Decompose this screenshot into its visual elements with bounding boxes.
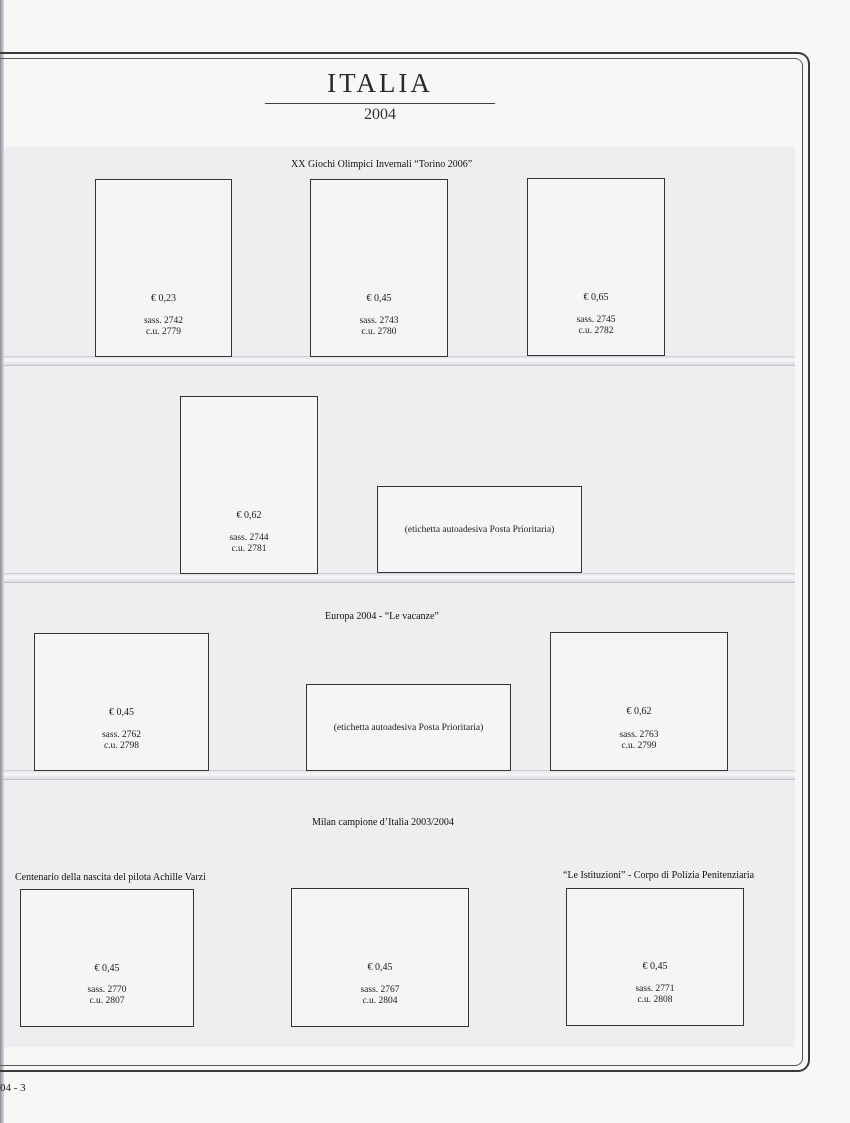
stamp-slot [95, 179, 232, 357]
row-caption-olympics: XX Giochi Olimpici Invernali “Torino 2006” [291, 159, 473, 170]
stamp-slot [291, 888, 469, 1027]
label-slot: (etichetta autoadesiva Posta Prioritaria) [377, 486, 582, 573]
stamp-sass: sass. 2771 [635, 984, 675, 994]
page-title: ITALIA [327, 68, 433, 98]
label-slot: (etichetta autoadesiva Posta Prioritaria) [306, 684, 511, 771]
row-caption-milan: Milan campione d’Italia 2003/2004 [312, 817, 454, 828]
stamp-sass: sass. 2742 [143, 316, 184, 326]
stamp-value: € 0,62 [626, 706, 652, 717]
stamp-sass: sass. 2767 [360, 985, 400, 995]
stamp-sass: sass. 2744 [229, 533, 269, 543]
stamp-sass: sass. 2762 [101, 730, 142, 740]
stamp-sass: sass. 2770 [87, 985, 127, 995]
stamp-cu: c.u. 2798 [103, 741, 140, 751]
stamp-cu: c.u. 2799 [621, 741, 657, 751]
caption-varzi: Centenario della nascita del pilota Achille Varzi [15, 872, 206, 883]
stamp-cu: c.u. 2781 [231, 544, 267, 554]
stamp-sass: sass. 2763 [619, 730, 659, 740]
title-rule [265, 103, 495, 104]
stamp-slot [550, 632, 728, 771]
page-year: 2004 [364, 106, 396, 123]
mount-strip [4, 573, 795, 583]
mount-strip [4, 770, 795, 780]
row-caption-europa: Europa 2004 - “Le vacanze” [325, 611, 439, 622]
stamp-slot [34, 633, 209, 771]
stamp-value: € 0,45 [642, 961, 668, 972]
caption-istituzioni: “Le Istituzioni” - Corpo di Polizia Penitenziaria [563, 870, 755, 881]
stamp-sass: sass. 2745 [576, 315, 616, 325]
stamp-value: € 0,45 [109, 707, 134, 718]
stamp-value: € 0,45 [366, 293, 392, 304]
stamp-cu: c.u. 2807 [89, 996, 125, 1006]
stamp-cu: c.u. 2808 [637, 995, 673, 1005]
stamp-slot [527, 178, 665, 356]
stamp-cu: c.u. 2804 [362, 996, 398, 1006]
stamp-value: € 0,23 [151, 293, 176, 304]
page-number: 04 - 3 [0, 1082, 26, 1094]
stamp-value: € 0,45 [94, 963, 120, 974]
stamp-cu: c.u. 2779 [145, 327, 182, 337]
stamp-slot [566, 888, 744, 1026]
stamp-sass: sass. 2743 [359, 316, 399, 326]
stamp-value: € 0,62 [236, 510, 262, 521]
mount-strip [4, 356, 795, 366]
stamp-value: € 0,65 [583, 292, 609, 303]
stamp-slot [180, 396, 318, 574]
stamp-slot [20, 889, 194, 1027]
stamp-slot [310, 179, 448, 357]
stamp-value: € 0,45 [367, 962, 393, 973]
stamp-cu: c.u. 2780 [361, 327, 397, 337]
stamp-cu: c.u. 2782 [578, 326, 614, 336]
